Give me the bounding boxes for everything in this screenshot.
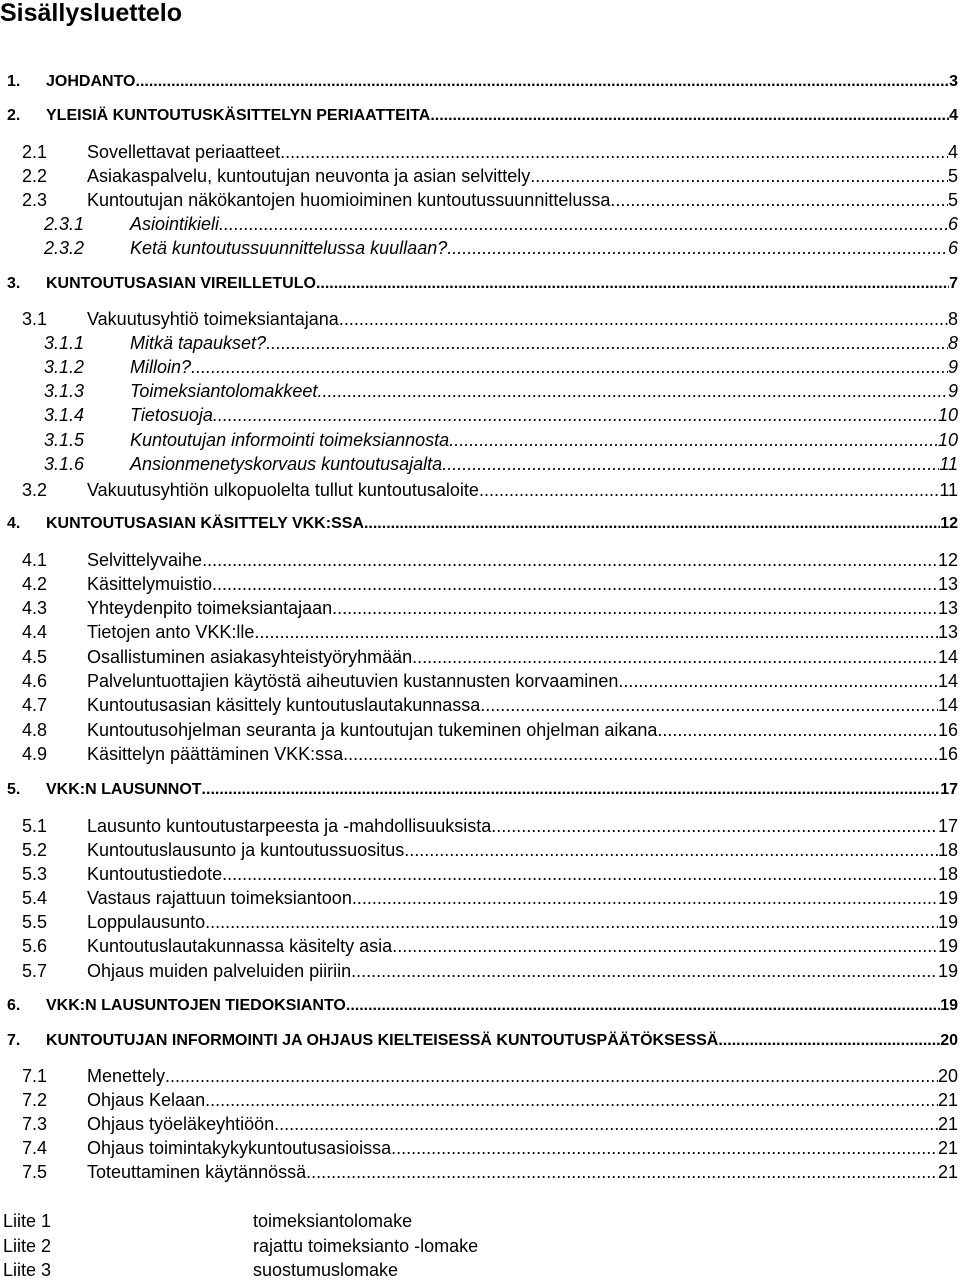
toc-entry-title: Mitkä tapaukset?: [130, 333, 267, 353]
toc-entry[interactable]: [0, 428, 958, 452]
toc-entry[interactable]: [0, 718, 958, 742]
dot-leader: [480, 693, 938, 717]
toc-entry-number: 7.5: [22, 1162, 48, 1182]
toc-entry-title: KUNTOUTUSASIAN VIREILLETULO: [46, 275, 316, 292]
toc-entry-page: 12: [937, 550, 958, 570]
page-title: Sisällysluettelo: [0, 0, 183, 27]
appendix-item: [0, 1234, 960, 1258]
toc-entry-number: 5.2: [22, 840, 48, 860]
toc-entry-title: Sovellettavat periaatteet: [87, 142, 281, 162]
toc-entry-title: Lausunto kuntoutustarpeesta ja -mahdollisuuksista: [87, 816, 492, 836]
dot-leader: [491, 814, 938, 838]
toc-entry-title: Ketä kuntoutussuunnittelussa kuullaan?: [130, 238, 448, 258]
toc-entry[interactable]: [0, 620, 958, 644]
toc-entry-number: 7.4: [22, 1138, 48, 1158]
toc-entry-number: 4.5: [22, 647, 48, 667]
toc-entry-title: Ohjaus toimintakykykuntoutusasioissa: [87, 1138, 392, 1158]
toc-entry-page: 17: [940, 781, 958, 798]
dot-leader: [266, 331, 948, 355]
toc-entry[interactable]: [0, 572, 958, 596]
toc-entry-number: 2.3.1: [44, 214, 85, 234]
toc-entry-title: VKK:N LAUSUNTOJEN TIEDOKSIANTO: [46, 997, 346, 1014]
toc-entry-number: 7.1: [22, 1066, 48, 1086]
toc-entry-number: 5.5: [22, 912, 48, 932]
toc-entry-page: 17: [937, 816, 958, 836]
toc-entry-number: 4.4: [22, 622, 48, 642]
toc-entry-title: Yhteydenpito toimeksiantajaan: [87, 598, 333, 618]
toc-entry-number: 1.: [7, 73, 21, 90]
toc-entry-page: 18: [937, 864, 958, 884]
toc-entry-page: 8: [947, 309, 958, 329]
dot-leader: [202, 778, 941, 802]
dot-leader: [205, 910, 938, 934]
dot-leader: [392, 934, 938, 958]
toc-entry-number: 2.: [7, 107, 21, 124]
toc-entry[interactable]: [0, 1029, 958, 1053]
toc-entry-title: YLEISIÄ KUNTOUTUSKÄSITTELYN PERIAATTEITA: [46, 107, 431, 124]
toc-entry-title: KUNTOUTUSASIAN KÄSITTELY VKK:SSA: [46, 515, 364, 532]
toc-entry[interactable]: [0, 212, 958, 236]
toc-entry-title: Ohjaus muiden palveluiden piiriin: [87, 961, 352, 981]
toc-entry-title: Käsittelyn päättäminen VKK:ssa: [87, 744, 344, 764]
toc-entry-page: 14: [937, 695, 958, 715]
dot-leader: [165, 1064, 938, 1088]
toc-entry[interactable]: [0, 596, 958, 620]
appendix-name: toimeksiantolomake: [253, 1211, 413, 1231]
dot-leader: [449, 428, 938, 452]
toc-entry[interactable]: [0, 164, 958, 188]
dot-leader: [442, 452, 939, 476]
toc-entry-number: 5.7: [22, 961, 48, 981]
toc-entry-number: 3.2: [22, 480, 48, 500]
toc-entry-number: 7.2: [22, 1090, 48, 1110]
toc-entry-number: 4.7: [22, 695, 48, 715]
toc-entry-title: Palveluntuottajien käytöstä aiheutuvien kustannusten korvaaminen: [87, 671, 619, 691]
toc-entry-title: KUNTOUTUJAN INFORMOINTI JA OHJAUS KIELTEISESSÄ KUNTOUTUSPÄÄTÖKSESSÄ: [46, 1032, 719, 1049]
toc-entry[interactable]: [0, 934, 958, 958]
dot-leader: [391, 1136, 938, 1160]
toc-entry-title: Kuntoutuslautakunnassa käsitelty asia: [87, 936, 393, 956]
toc-entry-title: Ohjaus työeläkeyhtiöön: [87, 1114, 275, 1134]
toc-entry-page: 6: [947, 238, 958, 258]
toc-entry[interactable]: [0, 814, 958, 838]
toc-entry-title: Ansionmenetyskorvaus kuntoutusajalta: [130, 454, 443, 474]
toc-entry-number: 2.2: [22, 166, 48, 186]
dot-leader: [280, 140, 948, 164]
toc-entry-title: Kuntoutusasian käsittely kuntoutuslautakunnassa: [87, 695, 481, 715]
toc-entry[interactable]: [0, 355, 958, 379]
toc-entry[interactable]: [0, 742, 958, 766]
toc-entry-number: 2.3.2: [44, 238, 85, 258]
toc-entry[interactable]: [0, 140, 958, 164]
dot-leader: [351, 959, 938, 983]
appendix-item: [0, 1209, 960, 1233]
toc-entry-number: 7.3: [22, 1114, 48, 1134]
appendix-id: Liite 2: [3, 1236, 52, 1256]
toc-entry-page: 11: [939, 454, 958, 474]
toc-entry-number: 4.1: [22, 550, 48, 570]
dot-leader: [136, 70, 950, 94]
toc-entry-page: 14: [937, 671, 958, 691]
toc-entry-page: 4: [947, 142, 958, 162]
toc-entry-title: Ohjaus Kelaan: [87, 1090, 206, 1110]
toc-entry[interactable]: [0, 403, 958, 427]
toc-entry-page: 11: [939, 480, 958, 500]
toc-entry[interactable]: [0, 452, 958, 476]
toc-entry-title: VKK:N LAUSUNNOT: [46, 781, 202, 798]
toc-entry-number: 4.8: [22, 720, 48, 740]
toc-entry-page: 8: [947, 333, 958, 353]
toc-entry-title: Selvittelyvaihe: [87, 550, 203, 570]
toc-entry-title: Toimeksiantolomakkeet: [130, 381, 318, 401]
dot-leader: [222, 862, 938, 886]
toc-entry-title: Kuntoutusohjelman seuranta ja kuntoutujan tukeminen ohjelman aikana: [87, 720, 658, 740]
toc-entry-title: Kuntoutujan näkökantojen huomioiminen kuntoutussuunnittelussa: [87, 190, 611, 210]
toc-entry-number: 3.1.1: [44, 333, 85, 353]
toc-entry-title: JOHDANTO: [46, 73, 136, 90]
toc-entry-title: Menettely: [87, 1066, 166, 1086]
toc-entry-title: Tietosuoja: [130, 405, 213, 425]
dot-leader: [306, 1160, 938, 1184]
toc-entry-page: 10: [937, 405, 958, 425]
toc-entry-title: Osallistuminen asiakasyhteistyöryhmään: [87, 647, 413, 667]
toc-entry-page: 19: [937, 888, 958, 908]
dot-leader: [219, 212, 948, 236]
dot-leader: [191, 355, 948, 379]
dot-leader: [352, 886, 938, 910]
toc-entry[interactable]: [0, 478, 958, 502]
toc-entry-number: 5.4: [22, 888, 48, 908]
toc-entry-page: 12: [940, 515, 958, 532]
toc-entry-page: 7: [949, 275, 958, 292]
toc-entry[interactable]: [0, 104, 958, 128]
dot-leader: [412, 645, 938, 669]
appendix-name: rajattu toimeksianto -lomake: [253, 1236, 479, 1256]
toc-entry-page: 16: [937, 720, 958, 740]
dot-leader: [274, 1112, 938, 1136]
toc-entry-title: Käsittelymuistio: [87, 574, 213, 594]
toc-entry-title: Toteuttaminen käytännössä: [87, 1162, 307, 1182]
toc-entry-page: 9: [947, 381, 958, 401]
dot-leader: [346, 994, 940, 1018]
toc-entry-page: 9: [947, 357, 958, 377]
toc-entry-title: Milloin?: [130, 357, 192, 377]
dot-leader: [430, 104, 949, 128]
toc-entry-page: 19: [940, 997, 958, 1014]
toc-entry-number: 3.1.6: [44, 454, 85, 474]
toc-entry[interactable]: [0, 512, 958, 536]
appendix-id: Liite 1: [3, 1211, 52, 1231]
toc-entry-title: Loppulausunto: [87, 912, 206, 932]
toc-entry-page: 4: [949, 107, 958, 124]
toc-entry-number: 5.1: [22, 816, 48, 836]
appendix-item: [0, 1258, 960, 1282]
toc-entry-page: 19: [937, 912, 958, 932]
dot-leader: [530, 164, 948, 188]
toc-entry-page: 21: [937, 1114, 958, 1134]
toc-entry[interactable]: [0, 379, 958, 403]
toc-entry[interactable]: [0, 994, 958, 1018]
toc-entry[interactable]: [0, 1112, 958, 1136]
toc-entry-page: 5: [947, 190, 958, 210]
dot-leader: [718, 1029, 940, 1053]
toc-entry-title: Vakuutusyhtiön ulkopuolelta tullut kuntoutusaloite: [87, 480, 479, 500]
toc-entry-number: 3.1.2: [44, 357, 85, 377]
toc-entry-page: 16: [937, 744, 958, 764]
toc-entry[interactable]: [0, 70, 958, 94]
toc-entry-number: 3.1: [22, 309, 48, 329]
toc-entry[interactable]: [0, 778, 958, 802]
toc-entry-number: 5.: [7, 781, 21, 798]
toc-entry-number: 4.: [7, 515, 21, 532]
toc-entry[interactable]: [0, 307, 958, 331]
toc-entry-title: Tietojen anto VKK:lle: [87, 622, 255, 642]
toc-entry-title: Asiointikieli: [130, 214, 220, 234]
toc-entry-title: Kuntoutuslausunto ja kuntoutussuositus: [87, 840, 405, 860]
toc-entry[interactable]: [0, 645, 958, 669]
toc-entry-page: 20: [937, 1066, 958, 1086]
toc-entry-page: 10: [937, 430, 958, 450]
toc-entry[interactable]: [0, 236, 958, 260]
toc-entry-number: 4.6: [22, 671, 48, 691]
toc-entry-number: 4.2: [22, 574, 48, 594]
toc-entry-page: 18: [937, 840, 958, 860]
dot-leader: [212, 572, 938, 596]
dot-leader: [364, 512, 940, 536]
dot-leader: [202, 548, 938, 572]
toc-entry-page: 19: [937, 961, 958, 981]
toc-entry-title: Kuntoutustiedote: [87, 864, 223, 884]
dot-leader: [657, 718, 938, 742]
toc-entry-number: 3.1.4: [44, 405, 85, 425]
dot-leader: [205, 1088, 938, 1112]
toc-entry-number: 5.6: [22, 936, 48, 956]
toc-entry[interactable]: [0, 272, 958, 296]
toc-entry[interactable]: [0, 188, 958, 212]
dot-leader: [404, 838, 938, 862]
toc-entry-page: 21: [937, 1162, 958, 1182]
dot-leader: [254, 620, 938, 644]
toc-entry-page: 6: [947, 214, 958, 234]
toc-entry-number: 3.: [7, 275, 21, 292]
dot-leader: [343, 742, 938, 766]
toc-entry-page: 3: [949, 73, 958, 90]
toc-entry-number: 2.1: [22, 142, 48, 162]
toc-entry[interactable]: [0, 959, 958, 983]
toc-entry-title: Asiakaspalvelu, kuntoutujan neuvonta ja asian selvittely: [87, 166, 531, 186]
dot-leader: [339, 307, 948, 331]
dot-leader: [447, 236, 948, 260]
toc-entry-page: 13: [937, 574, 958, 594]
toc-entry-title: Kuntoutujan informointi toimeksiannosta: [130, 430, 450, 450]
toc-entry[interactable]: [0, 1136, 958, 1160]
dot-leader: [610, 188, 948, 212]
toc-entry[interactable]: [0, 548, 958, 572]
toc-entry-number: 3.1.5: [44, 430, 85, 450]
toc-entry-title: Vastaus rajattuun toimeksiantoon: [87, 888, 352, 908]
dot-leader: [213, 403, 938, 427]
toc-entry-page: 14: [937, 647, 958, 667]
toc-entry[interactable]: [0, 886, 958, 910]
dot-leader: [317, 379, 948, 403]
toc-entry-title: Vakuutusyhtiö toimeksiantajana: [87, 309, 339, 329]
dot-leader: [316, 272, 949, 296]
toc-entry[interactable]: [0, 910, 958, 934]
toc-entry-page: 21: [937, 1138, 958, 1158]
toc-entry-page: 13: [937, 598, 958, 618]
toc-entry-number: 2.3: [22, 190, 48, 210]
dot-leader: [618, 669, 938, 693]
appendix-name: suostumuslomake: [253, 1260, 399, 1280]
toc-entry[interactable]: [0, 1064, 958, 1088]
appendix-id: Liite 3: [3, 1260, 52, 1280]
toc-entry[interactable]: [0, 1088, 958, 1112]
toc-entry-page: 19: [937, 936, 958, 956]
toc-entry-number: 3.1.3: [44, 381, 85, 401]
toc-entry-page: 13: [937, 622, 958, 642]
toc-entry[interactable]: [0, 331, 958, 355]
toc-entry-number: 4.3: [22, 598, 48, 618]
toc-entry-page: 20: [940, 1032, 958, 1049]
toc-entry[interactable]: [0, 838, 958, 862]
toc-entry[interactable]: [0, 1160, 958, 1184]
toc-entry-page: 5: [947, 166, 958, 186]
toc-entry-number: 7.: [7, 1032, 21, 1049]
toc-entry[interactable]: [0, 669, 958, 693]
toc-entry[interactable]: [0, 693, 958, 717]
toc-entry-number: 5.3: [22, 864, 48, 884]
dot-leader: [332, 596, 938, 620]
dot-leader: [479, 478, 939, 502]
toc-entry-number: 6.: [7, 997, 21, 1014]
toc-entry[interactable]: [0, 862, 958, 886]
toc-entry-page: 21: [937, 1090, 958, 1110]
toc-entry-number: 4.9: [22, 744, 48, 764]
